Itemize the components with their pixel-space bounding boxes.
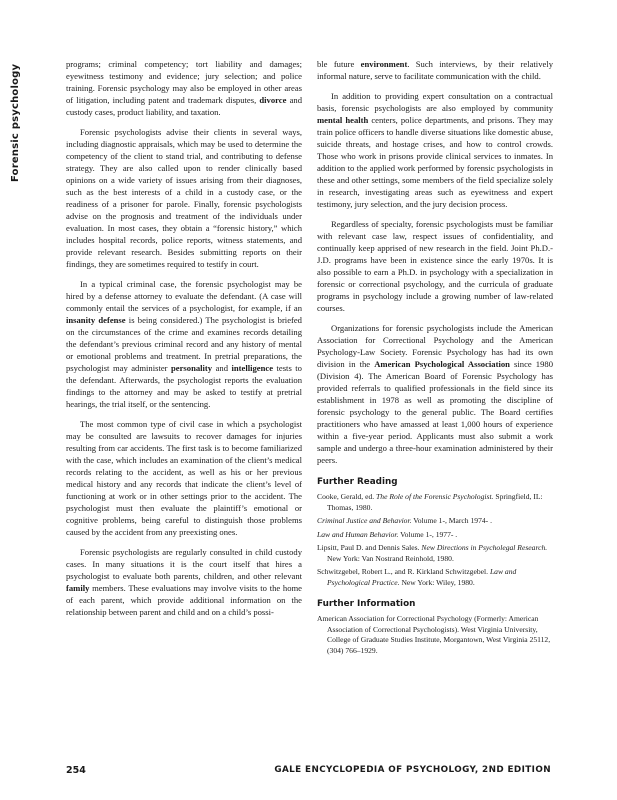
left-paragraph-1: programs; criminal competency; tort liability and damages; eyewitness testimony and evidence; jury selection; and police training. Forensic psychology may also be employed in other areas of litigation, including patent and trademark disputes, divorce and custody cases, product liability, and taxation. — [66, 59, 302, 117]
intelligence-link[interactable]: intelligence — [231, 363, 274, 373]
environment-link[interactable]: environment — [360, 59, 408, 69]
family-link[interactable]: family — [66, 583, 90, 593]
divorce-link[interactable]: divorce — [259, 95, 287, 105]
personality-link[interactable]: personality — [171, 363, 213, 373]
apa-link[interactable]: American Psychological Association — [374, 359, 510, 369]
further-reading-heading: Further Reading — [317, 477, 398, 487]
reference-item: Law and Human Behavior. Volume 1-, 1977- . — [317, 529, 458, 539]
right-paragraph-2: In addition to providing expert consultation on a contractual basis, forensic psychologists are also employed by community mental health centers, police departments, and prisons. They may train police officers to handle diverse situations like domestic abuse, suicide threats, and hostage crises, and how to control crowds. Those who work in prisons provide clinical services to inmates. In addition to the applied work performed by forensic psychologists in these and other settings, some members of the field specialize solely in research, investigating areas such as eyewitness and expert testimony, jury selection, and the jury decision process. — [317, 91, 553, 209]
right-paragraph-4: Organizations for forensic psychologists include the American Association for Correctional Psychology and the American Psychology-Law Society. Forensic Psychology has had its own division in the American Psychological Association since 1980 (Division 4). The American Board of Forensic Psychology has provided referrals to qualified professionals in the field since its establishment in 1978 as well as promoting the discipline of forensic psychology to the general public. The Board certifies practitioners who have amassed at least 1,000 hours of experience within a five-year period. Applicants must also submit a work sample and undergo a three-hour examination administered by their peers. — [317, 323, 553, 465]
left-paragraph-3: In a typical criminal case, the forensic psychologist may be hired by a defense attorney to evaluate the defendant. (A case will commonly entail the services of a psychologist, for example, if an insanity defense is being considered.) The psychologist is briefed on the circumstances of the crime and examines records detailing the defendant’s previous criminal record and any history of mental or emotional problems and treatment. In pretrial preparations, the psychologist may administer personality and intelligence tests to the defendant. Afterwards, the psychologist reports the evaluation findings to the attorney and may be asked to testify at pretrial hearings, the trial itself, or the sentencing. — [66, 279, 302, 409]
right-paragraph-1: ble future environment. Such interviews, by their relatively informal nature, serve to facilitate communication with the child. — [317, 59, 553, 81]
further-information-entry: American Association for Correctional Psychology (Formerly: American Association of Correctional Psychologists). West Virginia University, College of Graduate Studies Institute, Morgantown, West Virginia 25112, (304) 766–1929. — [317, 614, 551, 655]
insanity-defense-link[interactable]: insanity defense — [66, 315, 126, 325]
further-information-heading: Further Information — [317, 599, 416, 609]
reference-item: Criminal Justice and Behavior. Volume 1-, March 1974- . — [317, 516, 492, 525]
right-paragraph-3: Regardless of specialty, forensic psychologists must be familiar with relevant case law, respect issues of confidentiality, and continually keep apprised of new research in the field. Joint Ph.D.-J.D. programs have been in existence since the early 1970s. It is also possible to earn a Ph.D. in psychology with a specialization in forensic or correctional psychology, and the curricula of graduate programs in psychology include a growing number of law-related courses. — [317, 219, 553, 313]
mental-health-link[interactable]: mental health — [317, 115, 369, 125]
left-paragraph-5: Forensic psychologists are regularly consulted in child custody cases. In many situations it is the court itself that hires a psychologist to evaluate both parents, children, and other relevant family members. These evaluations may involve visits to the home of each parent, which provide additional information on the relationship between parent and child and on a child’s possi- — [66, 547, 302, 617]
section-side-tab: Forensic psychology — [10, 63, 21, 182]
page-number: 254 — [66, 765, 86, 776]
reference-item: Cooke, Gerald, ed. The Role of the Forensic Psychologist. Springfield, IL: Thomas, 1980. — [317, 492, 543, 512]
left-column — [66, 58, 302, 625]
reference-item: Schwitzgebel, Robert L., and R. Kirkland Schwitzgebel. Law and Psychological Practice. New York: Wiley, 1980. — [317, 567, 517, 587]
left-paragraph-4: The most common type of civil case in which a psychologist may be consulted are lawsuits to recover damages for injuries resulting from car accidents. The first task is to become familiarized with the case, which includes an examination of the client’s medical records relating to the accident, as well as his or her previous medical history and any records that indicate the client’s level of functioning at work or in other settings prior to the accident. The psychologist must then evaluate the plaintiff’s emotional or cognitive problems, being careful to distinguish those problems caused by the accident from any preexisting ones. — [66, 419, 302, 537]
running-footer-title: GALE ENCYCLOPEDIA OF PSYCHOLOGY, 2ND EDITION — [274, 765, 551, 775]
reference-item: Lipsitt, Paul D. and Dennis Sales. New Directions in Psycholegal Research. New York: Van Nostrand Reinhold, 1980. — [317, 543, 548, 563]
right-column — [317, 58, 553, 659]
left-paragraph-2: Forensic psychologists advise their clients in several ways, including diagnostic appraisals, which may be used to determine the competency of the client to stand trial, and contributing to defense strategy. They are also called upon to render clinically based opinions on a wide variety of issues arising from their diagnoses, such as the best interests of a child in a custody case, or the readiness of a prisoner for parole. Finally, forensic psychologists advise on the prognosis and treatment of the individuals under evaluation. In most cases, they obtain a “forensic history,” which includes hospital records, police reports, witness statements, and provide relevant research. Besides submitting reports on their findings, they are sometimes required to testify in court. — [66, 127, 302, 269]
